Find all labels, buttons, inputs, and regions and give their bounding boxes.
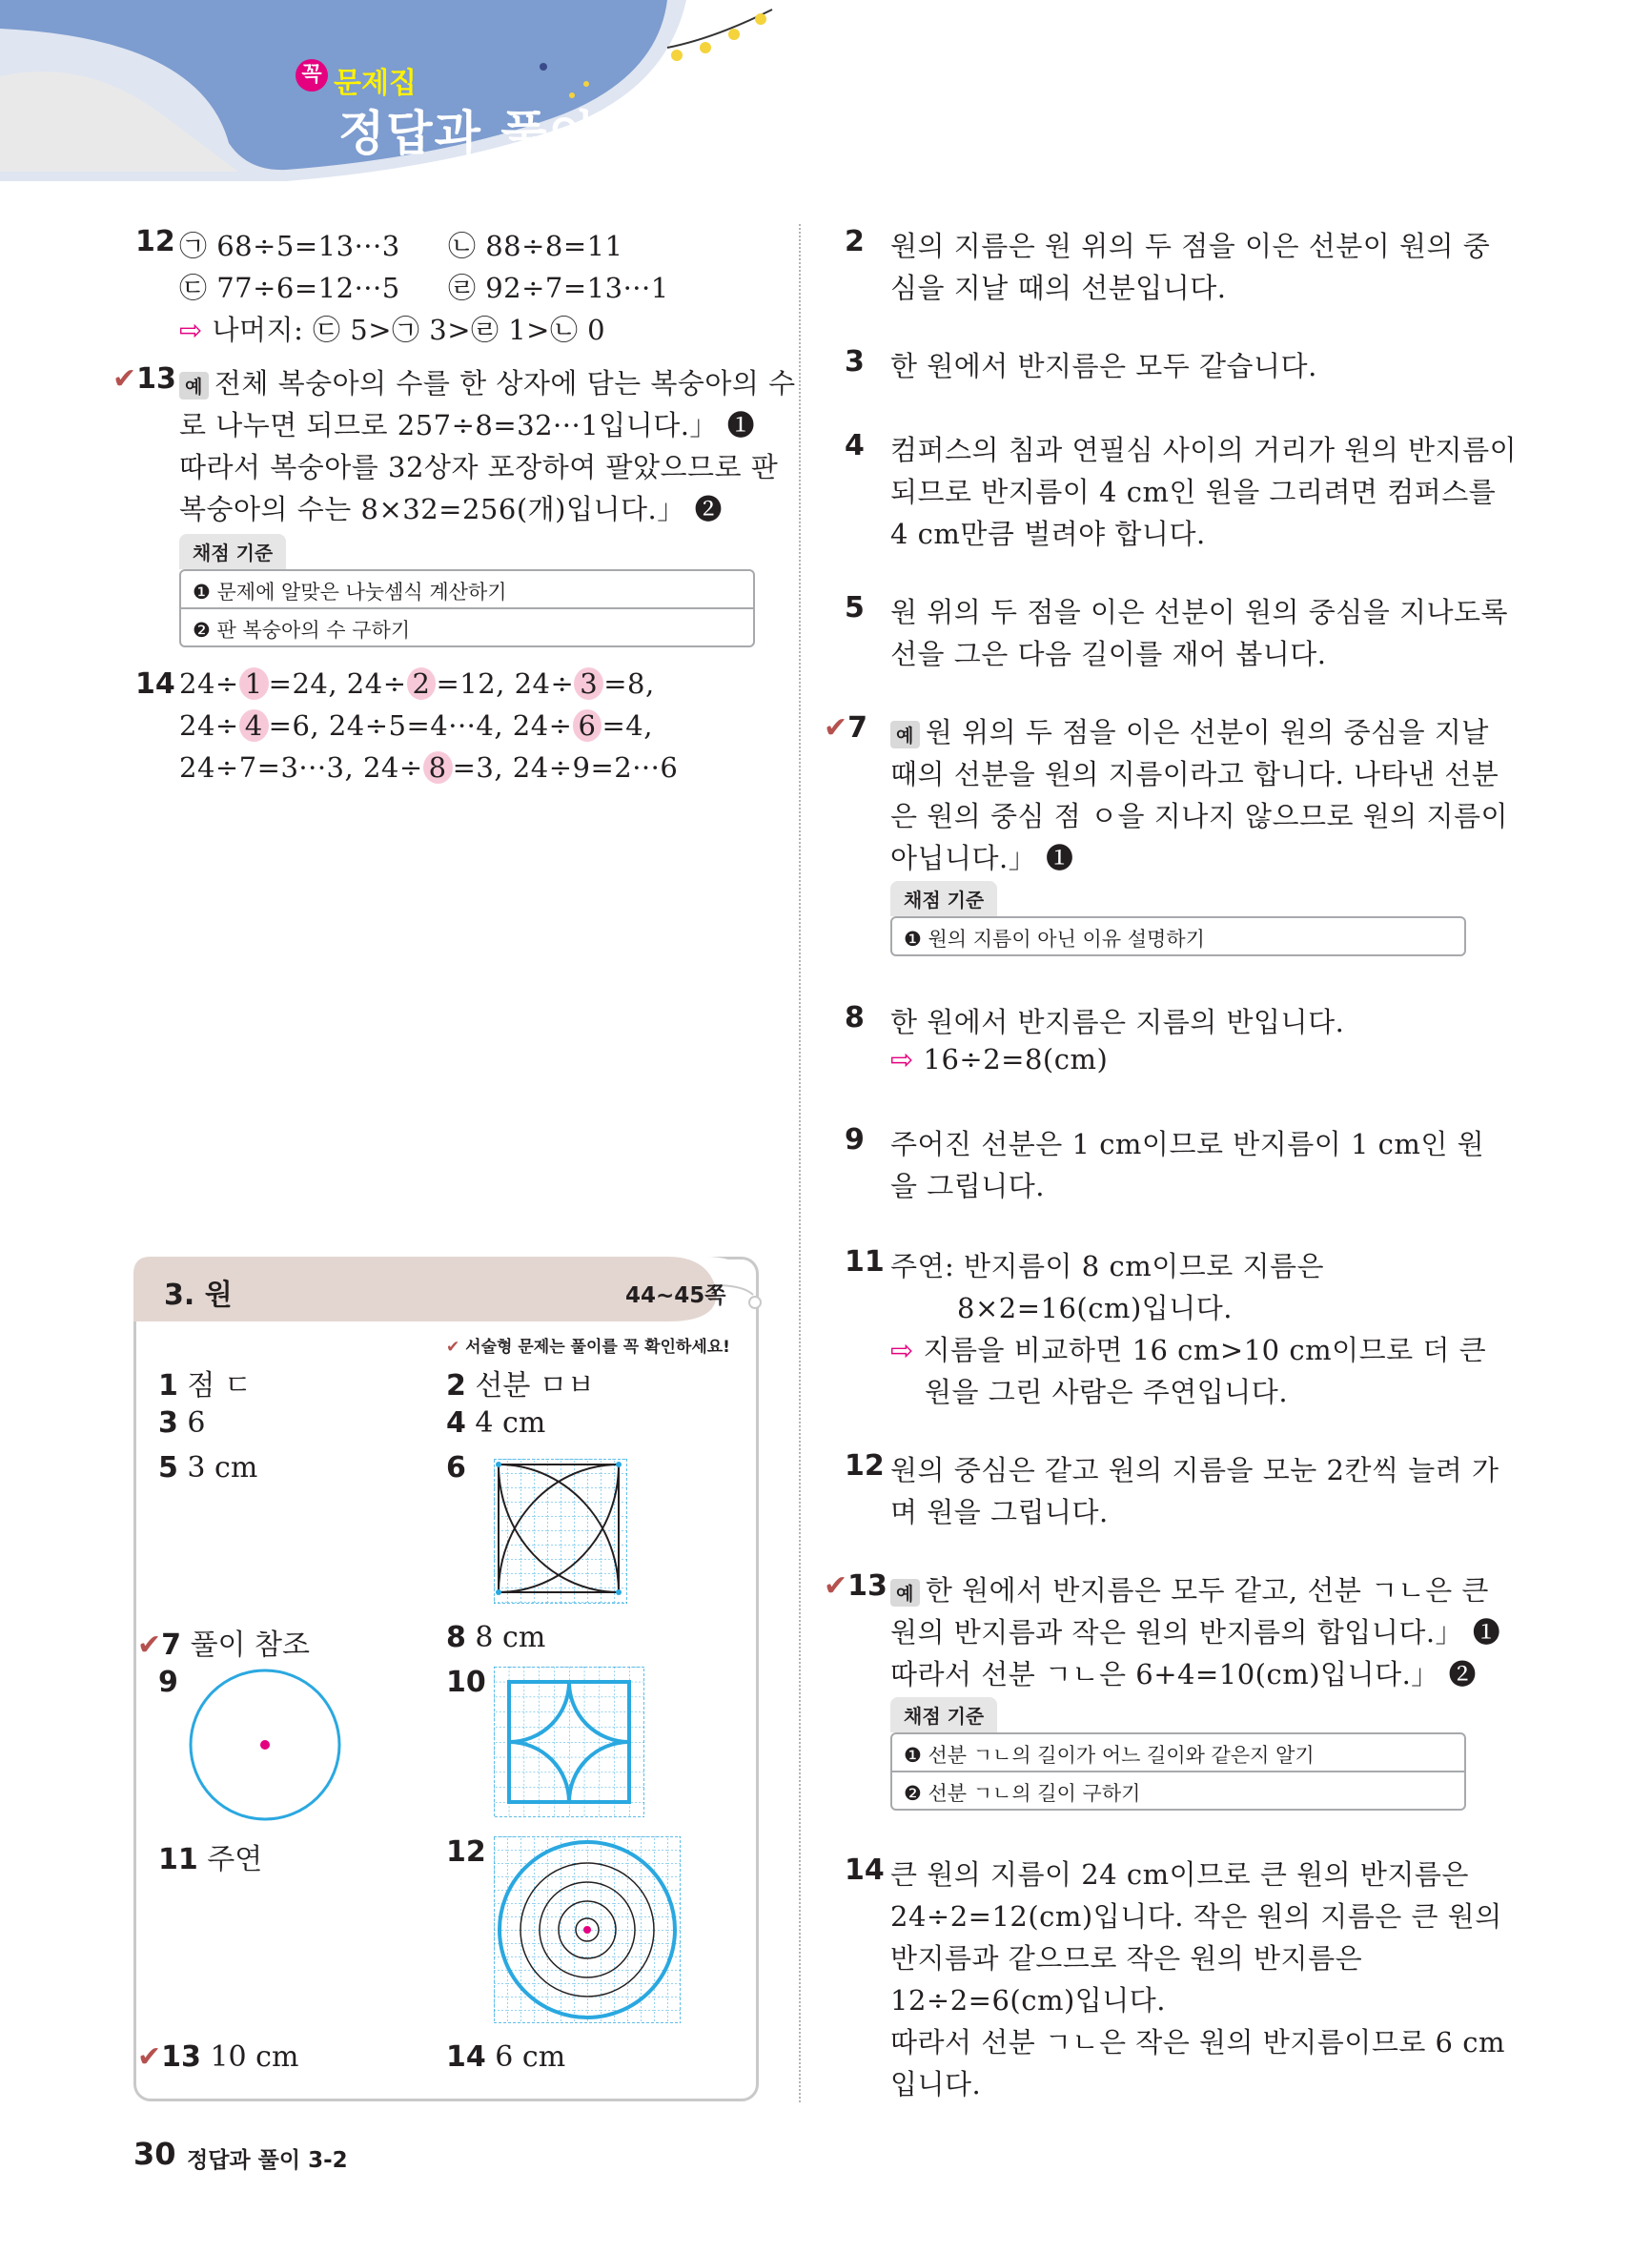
right-q2-number: 2 [845,225,865,258]
right-q9-line1: 주어진 선분은 1 cm이므로 반지름이 1 cm인 원 [890,1128,1485,1160]
answer-2: 2 선분 ㅁㅂ [446,1369,595,1403]
left-q12-line3: ⇨ 나머지: ㉢ 5>㉠ 3>㉣ 1>㉡ 0 [179,314,606,346]
page-number: 30 [133,2136,176,2172]
right-q2-line1: 원의 지름은 원 위의 두 점을 이은 선분이 원의 중 [890,230,1491,262]
right-q7-criteria-box [890,916,1466,956]
page-title: 정답과 풀이 [338,106,597,161]
right-q3-number: 3 [845,345,865,379]
criteria-row: ❶ 원의 지름이 아닌 이유 설명하기 [904,928,1205,951]
answer-3: 3 6 [158,1406,206,1440]
answer-14: 14 6 cm [446,2040,566,2074]
answer-9-figure [187,1667,343,1823]
right-q5-line1: 원 위의 두 점을 이은 선분이 원의 중심을 지나도록 [890,596,1509,628]
right-q14-line3: 반지름과 같으므로 작은 원의 반지름은 [890,1942,1363,1975]
mark-1: ❶ [1472,1616,1501,1649]
mark-1: ❶ [1046,842,1074,874]
chapter-note: ✔ 서술형 문제는 풀이를 꼭 확인하세요! [446,1338,730,1357]
right-q11-line2: 8×2=16(cm)입니다. [957,1292,1234,1324]
left-q14-line1: 24÷ 1 =24, 24÷ 2 =12, 24÷ 3 =8, [179,667,655,700]
right-q14-line1: 큰 원의 지름이 24 cm이므로 큰 원의 반지름은 [890,1858,1469,1891]
right-q14-number: 14 [845,1854,885,1887]
header-series: 문제집 [334,67,417,100]
right-q7-number: ✔7 [824,711,868,745]
right-q11-line4: 원을 그린 사람은 주연입니다. [925,1376,1289,1408]
right-q8-line1: 한 원에서 반지름은 지름의 반입니다. [890,1006,1345,1038]
left-q13-criteria-title: 채점 기준 [179,534,286,569]
check-icon: ✔ [137,1628,162,1662]
answer-1: 1 점 ㄷ [158,1369,252,1403]
mark-1: ❶ [726,409,756,441]
right-q5-line2: 선을 그은 다음 길이를 재어 봅니다. [890,638,1327,670]
check-icon: ✔ [824,711,848,745]
left-q13-line2: 로 나누면 되므로 257÷8=32···1입니다.」 ❶ [179,409,756,441]
left-q13-line4: 복숭아의 수는 8×32=256(개)입니다.」 ❷ [179,493,723,525]
right-q4-line3: 4 cm만큼 벌려야 합니다. [890,518,1206,550]
right-q4-number: 4 [845,429,865,462]
left-q13-number: ✔13 [112,362,176,396]
right-q14-line5: 따라서 선분 ㄱㄴ은 작은 원의 반지름이므로 6 cm [890,2026,1505,2058]
example-badge: 예 [890,721,920,748]
right-q13-line3: 따라서 선분 ㄱㄴ은 6+4=10(cm)입니다.」 ❷ [890,1658,1478,1690]
left-q13-criteria-box [179,569,755,647]
right-q7-line1: 예 원 위의 두 점을 이은 선분이 원의 중심을 지날 [890,711,1489,750]
answer-5: 5 3 cm [158,1451,258,1485]
answer-10-figure [494,1667,644,1817]
header-badge: 꼭 [296,59,328,92]
mark-2: ❷ [694,493,723,525]
right-q7-line4: 아닙니다.」 ❶ [890,842,1074,874]
criteria-row: ❶ 문제에 알맞은 나눗셈식 계산하기 [193,581,507,604]
right-q9-number: 9 [845,1123,865,1157]
right-q11-line3: ⇨ 지름을 비교하면 16 cm>10 cm이므로 더 큰 [890,1334,1487,1366]
footer-label: 정답과 풀이 3-2 [187,2148,348,2173]
chapter-pages: 44~45쪽 [625,1283,726,1308]
right-q2-line2: 심을 지날 때의 선분입니다. [890,272,1227,304]
left-q13-line3: 따라서 복숭아를 32상자 포장하여 팔았으므로 판 [179,451,779,483]
right-q13-line1: 예 한 원에서 반지름은 모두 같고, 선분 ㄱㄴ은 큰 [890,1569,1489,1608]
answer-12-figure [494,1836,681,2023]
answer-6-figure [494,1459,627,1604]
check-icon: ✔ [112,362,137,396]
left-q14-number: 14 [135,667,175,701]
right-q12-line2: 며 원을 그립니다. [890,1496,1109,1528]
answer-10-number: 10 [446,1666,486,1699]
right-q8-number: 8 [845,1001,865,1034]
right-q12-line1: 원의 중심은 같고 원의 지름을 모눈 2칸씩 늘려 가 [890,1454,1499,1486]
chapter-title: 3. 원 [164,1279,233,1312]
left-q12-line2b: ㉣ 92÷7=13···1 [448,272,669,304]
criteria-row: ❷ 판 복숭아의 수 구하기 [181,607,753,645]
answer-7: ✔7 풀이 참조 [137,1628,311,1662]
right-q5-number: 5 [845,591,865,625]
arrow-icon: ⇨ [179,314,203,346]
check-icon: ✔ [446,1338,460,1357]
right-q4-line2: 되므로 반지름이 4 cm인 원을 그리려면 컴퍼스를 [890,476,1497,508]
right-q13-criteria-box [890,1732,1466,1811]
right-q7-line3: 은 원의 중심 점 ㅇ을 지나지 않으므로 원의 지름이 [890,800,1509,832]
answer-4: 4 4 cm [446,1406,546,1440]
right-q13-number: ✔13 [824,1569,887,1603]
right-q13-line2: 원의 반지름과 작은 원의 반지름의 합입니다.」 ❶ [890,1616,1501,1649]
left-q12-line2a: ㉢ 77÷6=12···5 [179,272,400,304]
right-q14-line2: 24÷2=12(cm)입니다. 작은 원의 지름은 큰 원의 [890,1900,1502,1933]
answer-11: 11 주연 [158,1843,263,1876]
answer-8: 8 8 cm [446,1621,546,1654]
check-icon: ✔ [137,2040,162,2074]
right-q12-number: 12 [845,1449,885,1483]
left-q12-line1a: ㉠ 68÷5=13···3 [179,230,400,262]
column-divider [799,224,801,2102]
right-q8-line2: ⇨ 16÷2=8(cm) [890,1043,1109,1075]
criteria-row: ❷ 선분 ㄱㄴ의 길이 구하기 [892,1771,1464,1809]
check-icon: ✔ [824,1569,848,1603]
answer-13: ✔13 10 cm [137,2040,299,2074]
right-q4-line1: 컴퍼스의 침과 연필심 사이의 거리가 원의 반지름이 [890,434,1518,466]
string-lights-decoration [658,0,782,76]
answer-12-number: 12 [446,1835,486,1869]
example-badge: 예 [179,372,209,399]
arrow-icon: ⇨ [890,1334,914,1366]
left-q14-line3: 24÷7=3···3, 24÷ 8 =3, 24÷9=2···6 [179,751,679,784]
right-q13-criteria-title: 채점 기준 [890,1697,997,1732]
example-badge: 예 [890,1579,920,1607]
criteria-row: ❶ 선분 ㄱㄴ의 길이가 어느 길이와 같은지 알기 [904,1744,1315,1767]
left-q12-number: 12 [135,225,175,258]
answer-6-number: 6 [446,1451,466,1485]
left-q13-line1: 예 전체 복숭아의 수를 한 상자에 담는 복숭아의 수 [179,362,796,401]
answer-9-number: 9 [158,1666,178,1699]
left-q12-line1b: ㉡ 88÷8=11 [448,230,623,262]
right-q11-line1: 주연: 반지름이 8 cm이므로 지름은 [890,1250,1325,1282]
right-q3-line1: 한 원에서 반지름은 모두 같습니다. [890,350,1317,382]
right-q9-line2: 을 그립니다. [890,1170,1046,1202]
right-q7-line2: 때의 선분을 원의 지름이라고 합니다. 나타낸 선분 [890,758,1499,790]
left-q14-line2: 24÷ 4 =6, 24÷5=4···4, 24÷ 6 =4, [179,709,653,742]
right-q14-line6: 입니다. [890,2068,982,2100]
right-q11-number: 11 [845,1245,885,1279]
right-q7-criteria-title: 채점 기준 [890,881,997,916]
arrow-icon: ⇨ [890,1043,914,1075]
mark-2: ❷ [1448,1658,1478,1690]
right-q14-line4: 12÷2=6(cm)입니다. [890,1984,1167,2017]
